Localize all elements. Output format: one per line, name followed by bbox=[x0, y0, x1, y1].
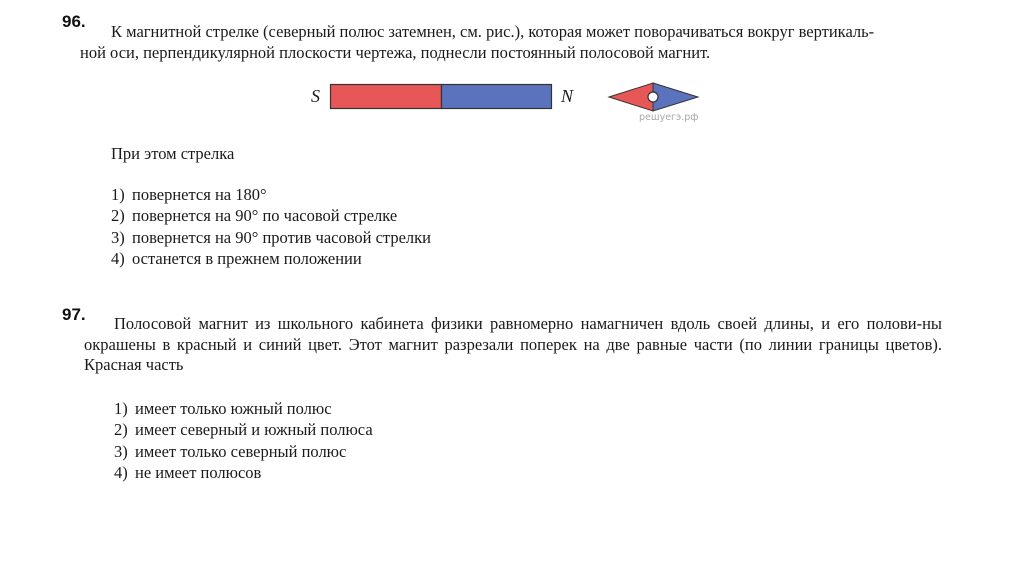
question-97-number: 97. bbox=[62, 305, 86, 324]
needle-pivot bbox=[648, 92, 658, 102]
answer-option bbox=[111, 227, 431, 248]
bar-magnet bbox=[329, 83, 555, 111]
question-96-number: 96. bbox=[62, 12, 86, 31]
answer-text: повернется на 90° против часовой стрелки bbox=[132, 227, 431, 247]
answer-number: 3) bbox=[114, 441, 128, 461]
answer-option bbox=[114, 419, 373, 440]
answer-number: 3) bbox=[111, 227, 125, 247]
question-96-answers bbox=[111, 184, 431, 269]
question-96-text-line1: К магнитной стрелке (северный полюс затемнен, см. рис.), которая может поворачиваться вокруг вертикаль- bbox=[111, 22, 875, 41]
compass-needle bbox=[606, 80, 702, 114]
answer-number: 1) bbox=[114, 399, 128, 418]
magnet-north-label: N bbox=[561, 86, 574, 106]
answer-text: останется в прежнем положении bbox=[132, 248, 362, 268]
answer-text: повернется на 90° по часовой стрелке bbox=[132, 206, 398, 226]
answer-text: имеет только северный полюс bbox=[135, 441, 347, 461]
question-97-text: Полосовой магнит из школьного кабинета физики равномерно намагничен вдоль своей длины, и его полови-ны окрашены в красный и синий цвет. Этот магнит разрезали поперек на две равные части (по линии границы цветов). Красная часть bbox=[84, 314, 942, 374]
answer-text: не имеет полюсов bbox=[135, 462, 262, 482]
magnet-red-half bbox=[331, 85, 442, 109]
needle-red-half bbox=[609, 83, 653, 111]
answer-number: 2) bbox=[114, 420, 128, 440]
answer-option bbox=[111, 184, 431, 205]
needle-blue-half bbox=[653, 83, 698, 111]
answer-text: имеет северный и южный полюса bbox=[135, 420, 373, 440]
answer-option bbox=[114, 398, 373, 419]
question-96-prompt: При этом стрелка bbox=[111, 144, 235, 163]
answer-number: 1) bbox=[111, 185, 125, 204]
answer-option bbox=[111, 205, 431, 226]
answer-text: повернется на 180° bbox=[132, 185, 267, 204]
watermark: решуегэ.рф bbox=[639, 112, 699, 123]
magnet-blue-half bbox=[442, 85, 552, 109]
answer-number: 2) bbox=[111, 206, 125, 226]
answer-number: 4) bbox=[114, 462, 128, 482]
question-96-text-line2: ной оси, перпендикулярной плоскости чертежа, поднесли постоянный полосовой магнит. bbox=[80, 43, 711, 62]
answer-number: 4) bbox=[111, 248, 125, 268]
answer-option bbox=[111, 248, 431, 269]
answer-option bbox=[114, 462, 373, 483]
question-97-answers bbox=[114, 398, 373, 483]
magnet-south-label: S bbox=[311, 86, 320, 106]
answer-option bbox=[114, 441, 373, 462]
answer-text: имеет только южный полюс bbox=[135, 399, 332, 418]
